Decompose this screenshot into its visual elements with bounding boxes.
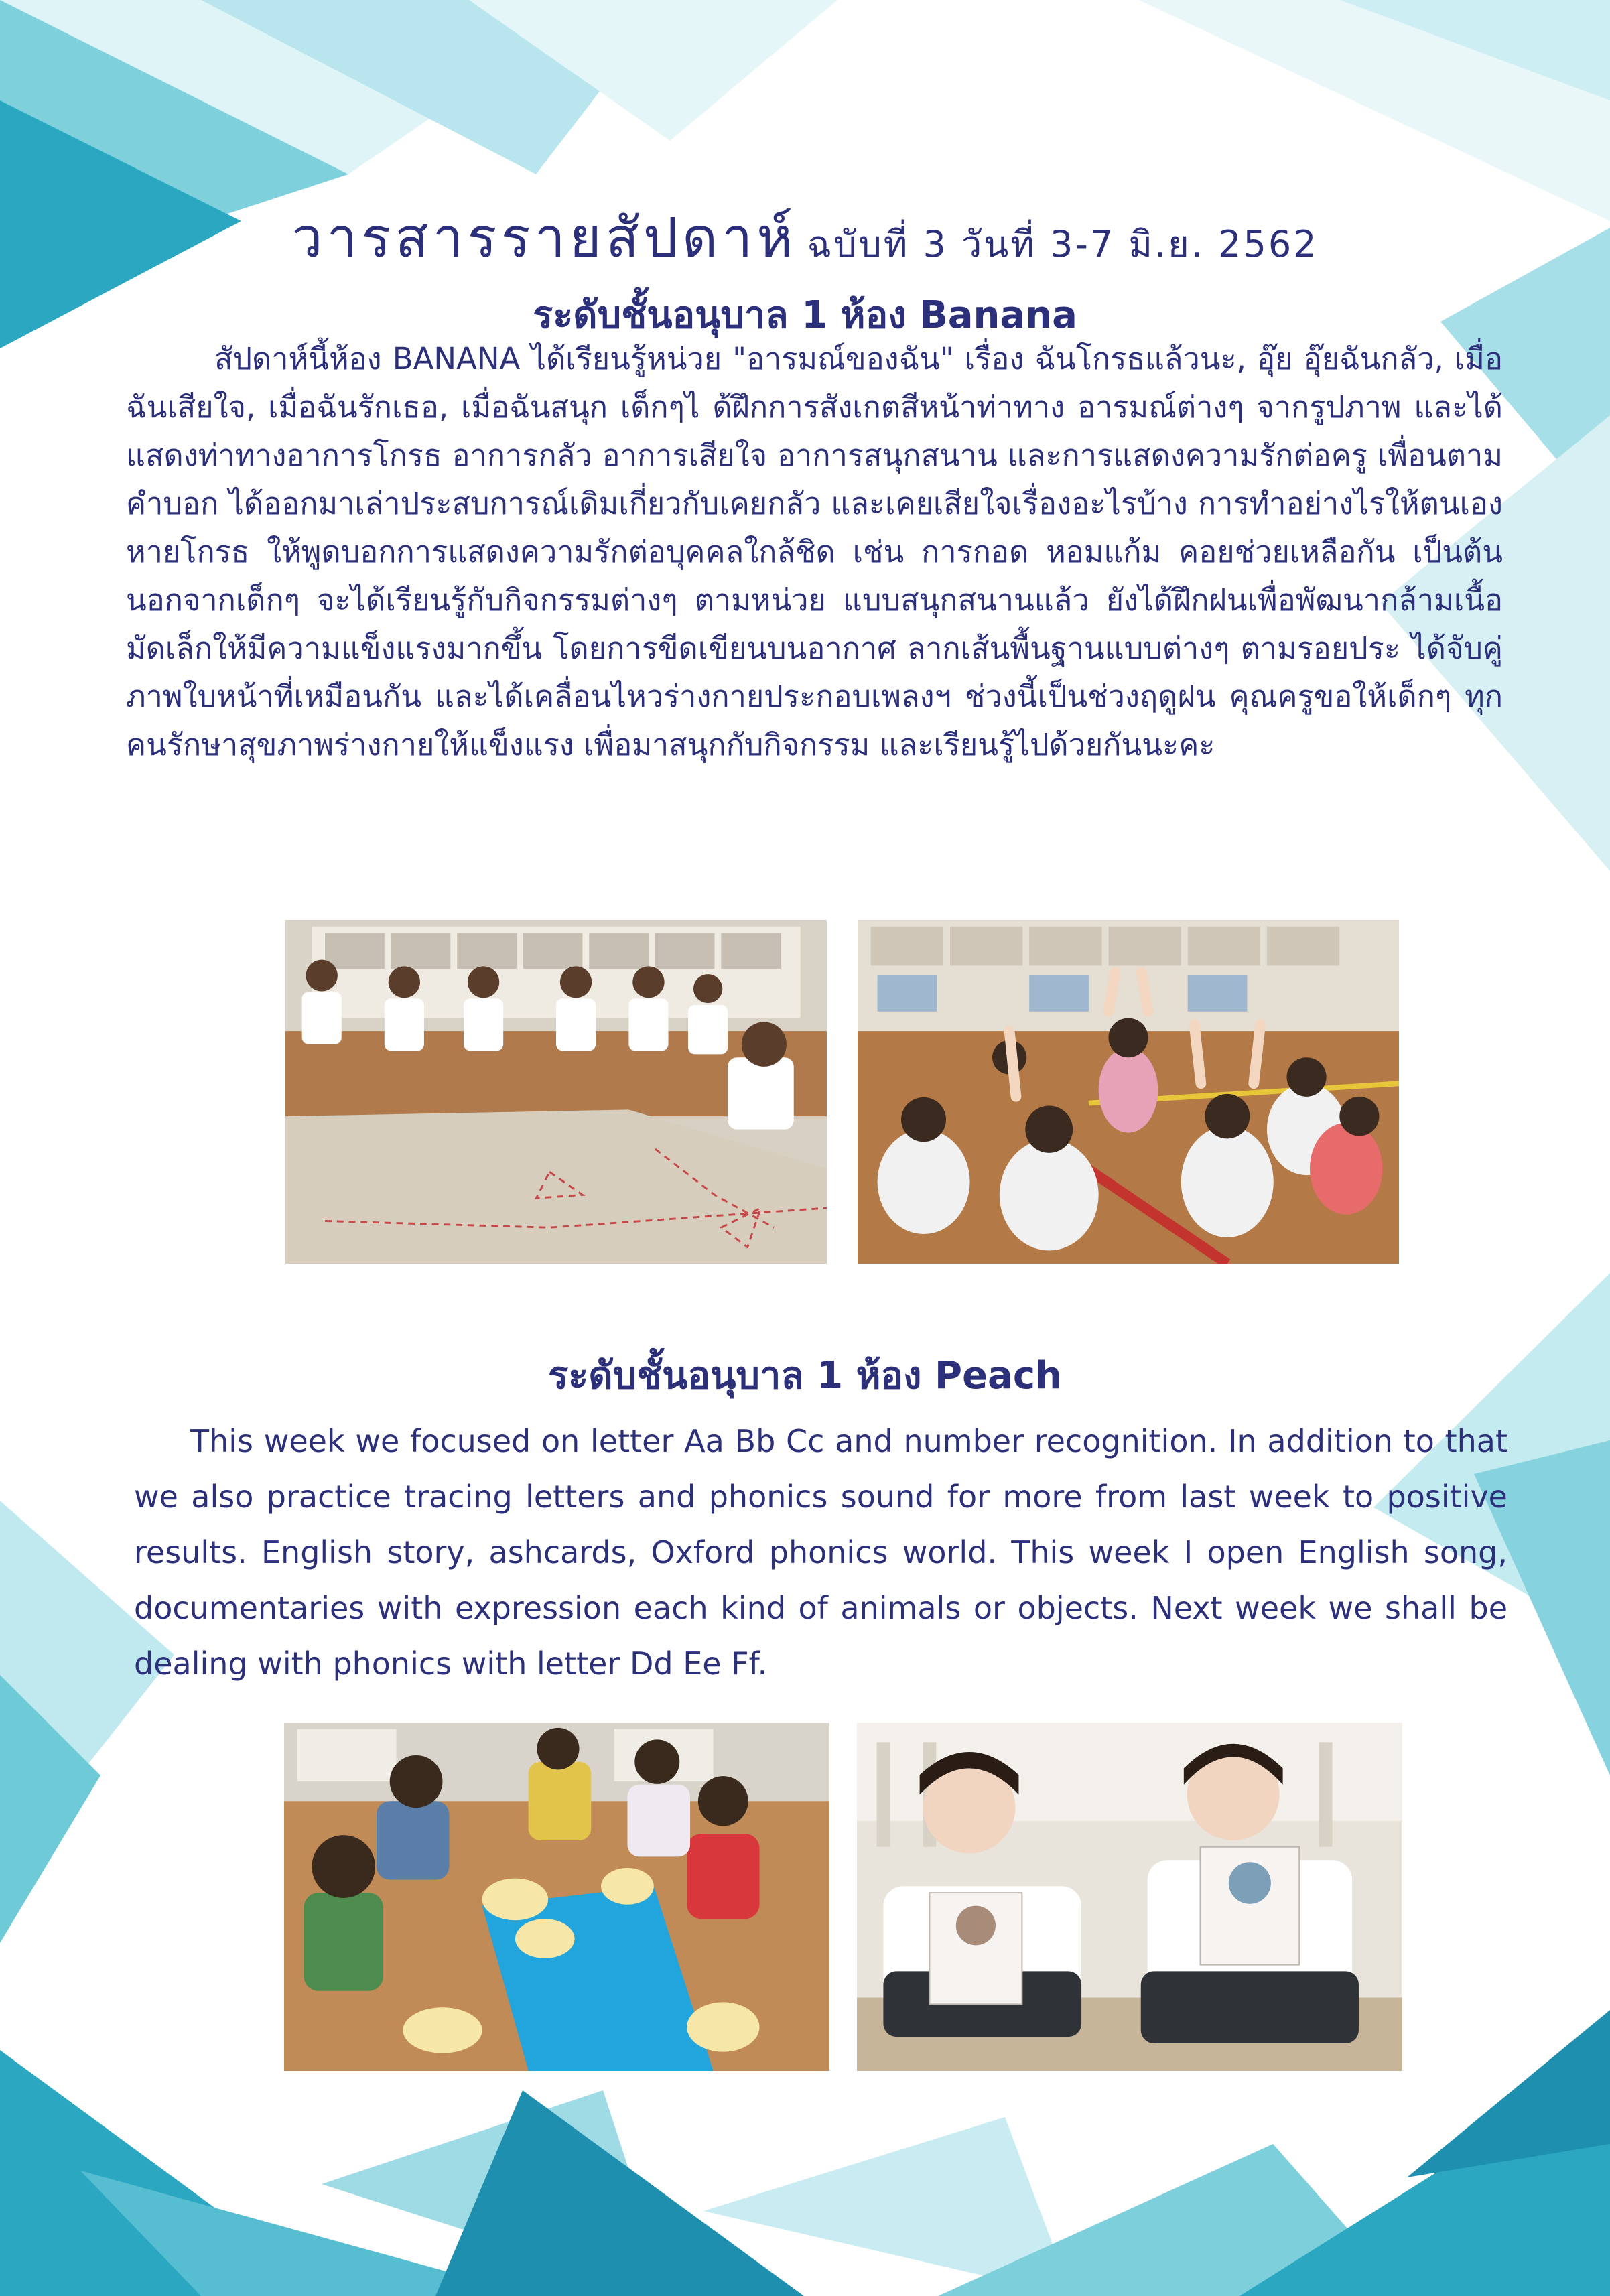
section-heading-peach: ระดับชั้นอนุบาล 1 ห้อง Peach (548, 1354, 1062, 1398)
issue-date: ฉบับที่ 3 วันที่ 3-7 มิ.ย. 2562 (807, 223, 1319, 265)
section-text-banana: สัปดาห์นี้ห้อง BANANA ได้เรียนรู้หน่วย "อารมณ์ของฉัน" เรื่อง ฉันโกรธแล้วนะ, อุ๊ย อุ๊ยฉันกลัว, เมื่อฉันเสียใจ, เมื่อฉันรักเธอ, เมื่อฉันสนุก เด็กๆไ ด้ฝึกการสังเกตสีหน้าท่าทาง อารมณ์ต่างๆ จากรูปภาพ และได้แสดงท่าทางอาการโกรธ อาการกลัว อาการเสียใจ อาการสนุกสนาน และการแสดงความรักต่อครู เพื่อนตามคำบอก ได้ออกมาเล่าประสบการณ์เดิมเกี่ยวกับเคยกลัว และเคยเสียใจเรื่องอะไรบ้าง การทำอย่างไรให้ตนเองหายโกรธ ให้พูดบอกการแสดงความรักต่อบุคคลใกล้ชิด เช่น การกอด หอมแก้ม คอยช่วยเหลือกัน เป็นต้น นอกจากเด็กๆ จะได้เรียนรู้กับกิจกรรมต่างๆ ตามหน่วย แบบสนุกสนานแล้ว ยังได้ฝึกฝนเพื่อพัฒนากล้ามเนื้อมัดเล็กให้มีความแข็งแรงมากขึ้น โดยการขีดเขียนบนอากาศ ลากเส้นพื้นฐานแบบต่างๆ ตามรอยประ ได้จับคู่ภาพใบหน้าที่เหมือนกัน และได้เคลื่อนไหวร่างกายประกอบเพลงฯ ช่วงนี้เป็นช่วงฤดูฝน คุณครูขอให้เด็กๆ ทุกคนรักษาสุขภาพร่างกายให้แข็งแรง เพื่อมาสนุกกับกิจกรรม และเรียนรู้ไปด้วยกันนะคะ (126, 341, 1503, 762)
newsletter-title (0, 194, 1610, 281)
photo-peach-playdough-activity (280, 1718, 833, 2075)
photo-banana-movement-activity (854, 916, 1403, 1268)
photo-peach-students-holding-pictures (853, 1718, 1406, 2075)
section-heading-banana: ระดับชั้นอนุบาล 1 ห้อง Banana (533, 293, 1077, 337)
title-main: วารสารรายสัปดาห์ (291, 206, 797, 270)
photo-banana-tracing-activity (281, 916, 831, 1268)
section-text-peach: This week we focused on letter Aa Bb Cc and number recognition. In addition to that we also practice tracing letters and phonics sound for more from last week to positive results. English story, ashcards, Oxford phonics world. This week I open English song, documentaries with expression each kind of animals or objects. Next week we shall be dealing with phonics with letter Dd Ee Ff. (134, 1423, 1507, 1682)
